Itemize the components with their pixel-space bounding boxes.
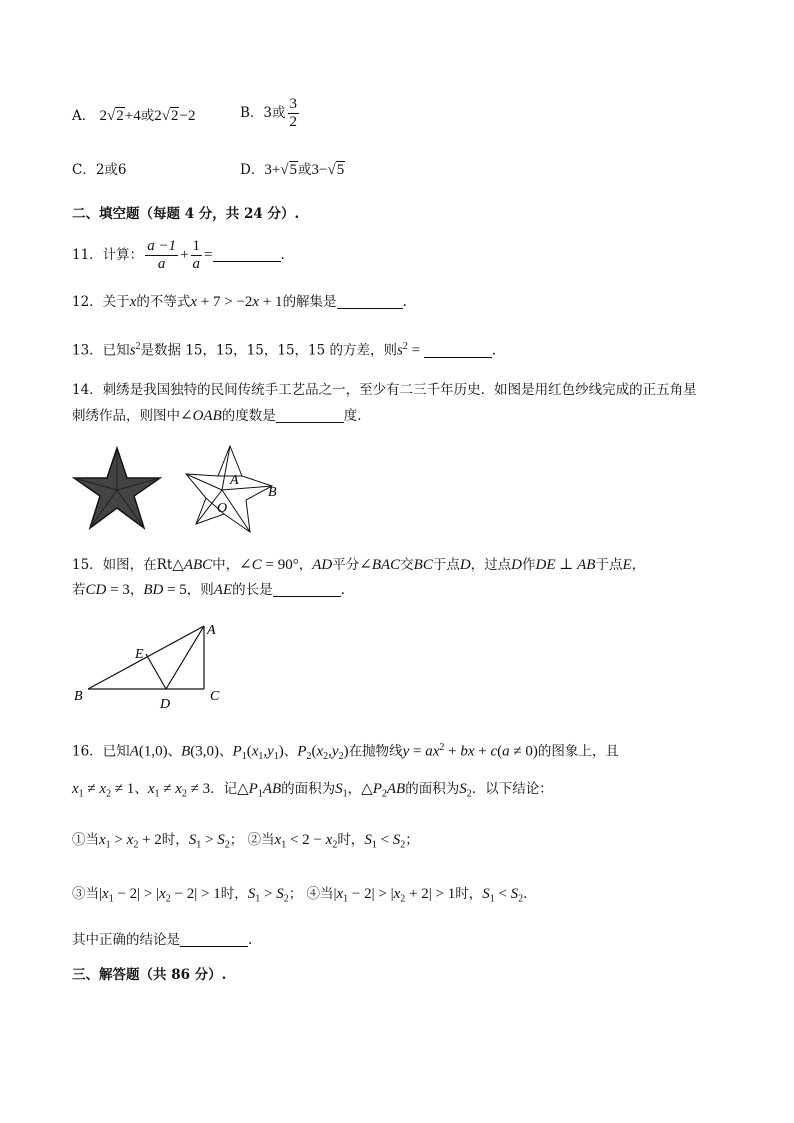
question-16-conclusions-12: ①当$x_1 > x_2 + 2$时，$S_1 > S_2$； ②当$x_1 < 2 - x_2$时，$S_1 < S_2$； (72, 832, 419, 851)
star-figures (72, 440, 292, 540)
option-a: A． 2√2+4或2√2−2 (72, 108, 196, 124)
question-14-line2: 刺绣作品，则图中∠OAB的度数是 度. (72, 408, 362, 424)
answer-blank[interactable] (213, 247, 281, 262)
question-12: 12．关于x的不等式x + 7 > −2x + 1的解集是 . (72, 294, 407, 310)
option-b: B．3或 $\frac{3}{2}$ (240, 96, 298, 130)
label-b: B (74, 689, 83, 704)
label-c: C (210, 689, 220, 704)
label-b: B (268, 485, 277, 500)
label-e: E (135, 647, 144, 662)
section-title: 二、填空题（每题 4 分，共 24 分）. (72, 206, 300, 222)
fraction: $\frac{3}{2}$ (289, 96, 298, 130)
answer-blank[interactable] (337, 294, 403, 309)
label-a: A (230, 473, 239, 488)
option-c: C．2或6 (72, 162, 127, 178)
filled-star (74, 448, 160, 528)
question-15-line2: 若CD = 3，BD = 5，则AE的长是 . (72, 582, 345, 598)
outline-star (186, 446, 277, 532)
question-16-conclusions-34: ③当$|x_1 - 2| > |x_2 - 2| > 1$时，$S_1 > S_2$； ④当$|x_1 - 2| > |x_2 + 2| > 1$时，$S_1 < S_2$. (72, 886, 528, 905)
answer-blank[interactable] (180, 932, 248, 947)
question-11: 11．计算： $\frac{a -1}{a}$ + $\frac{1}{a}$ = . (72, 238, 285, 272)
question-13: 13．已知$s^2$是数据 15，15，15，15，15 的方差，则$s^2$ = . (72, 341, 497, 359)
label-o: O (217, 501, 228, 516)
fraction: $\frac{1}{a}$ (192, 238, 201, 272)
triangle-figure (70, 616, 240, 716)
math-expr: 2√2+4 (99, 108, 141, 124)
question-14-line1: 14．刺绣是我国独特的民间传统手工艺品之一，至少有二三千年历史．如图是用红色纱线完成的正五角星 (72, 382, 697, 398)
question-15-line1: 15．如图，在Rt△ABC中，∠C = 90°，AD平分∠BAC交BC于点D，过点D作DE ⊥ AB于点E， (72, 557, 646, 573)
option-d: D．3+√5或3−√5 (240, 162, 345, 178)
label-d: D (160, 697, 171, 712)
question-16-line2: $x_1 \ne x_2 \ne 1$、$x_1 \ne x_2 \ne 3$．记$\triangle P_1AB$的面积为$S_1$，$\triangle P_2AB$的面积为$S_2$．以下结论： (72, 781, 553, 800)
question-16-line1: 16．已知A(1,0)、B(3,0)、$P_1(x_1,y_1)$、$P_2(x_2,y_2)$在抛物线$y = ax^2$ + bx + c(a ≠ 0)的图象上，且 (72, 742, 619, 763)
label-a: A (207, 623, 216, 638)
answer-blank[interactable] (273, 582, 341, 597)
answer-blank[interactable] (424, 343, 492, 358)
question-16-final: 其中正确的结论是 . (72, 932, 253, 948)
math-expr: 2√2−2 (154, 108, 196, 124)
answer-blank[interactable] (276, 408, 344, 423)
section-title: 三、解答题（共 86 分）. (72, 967, 227, 983)
fraction: $\frac{a -1}{a}$ (147, 238, 177, 272)
